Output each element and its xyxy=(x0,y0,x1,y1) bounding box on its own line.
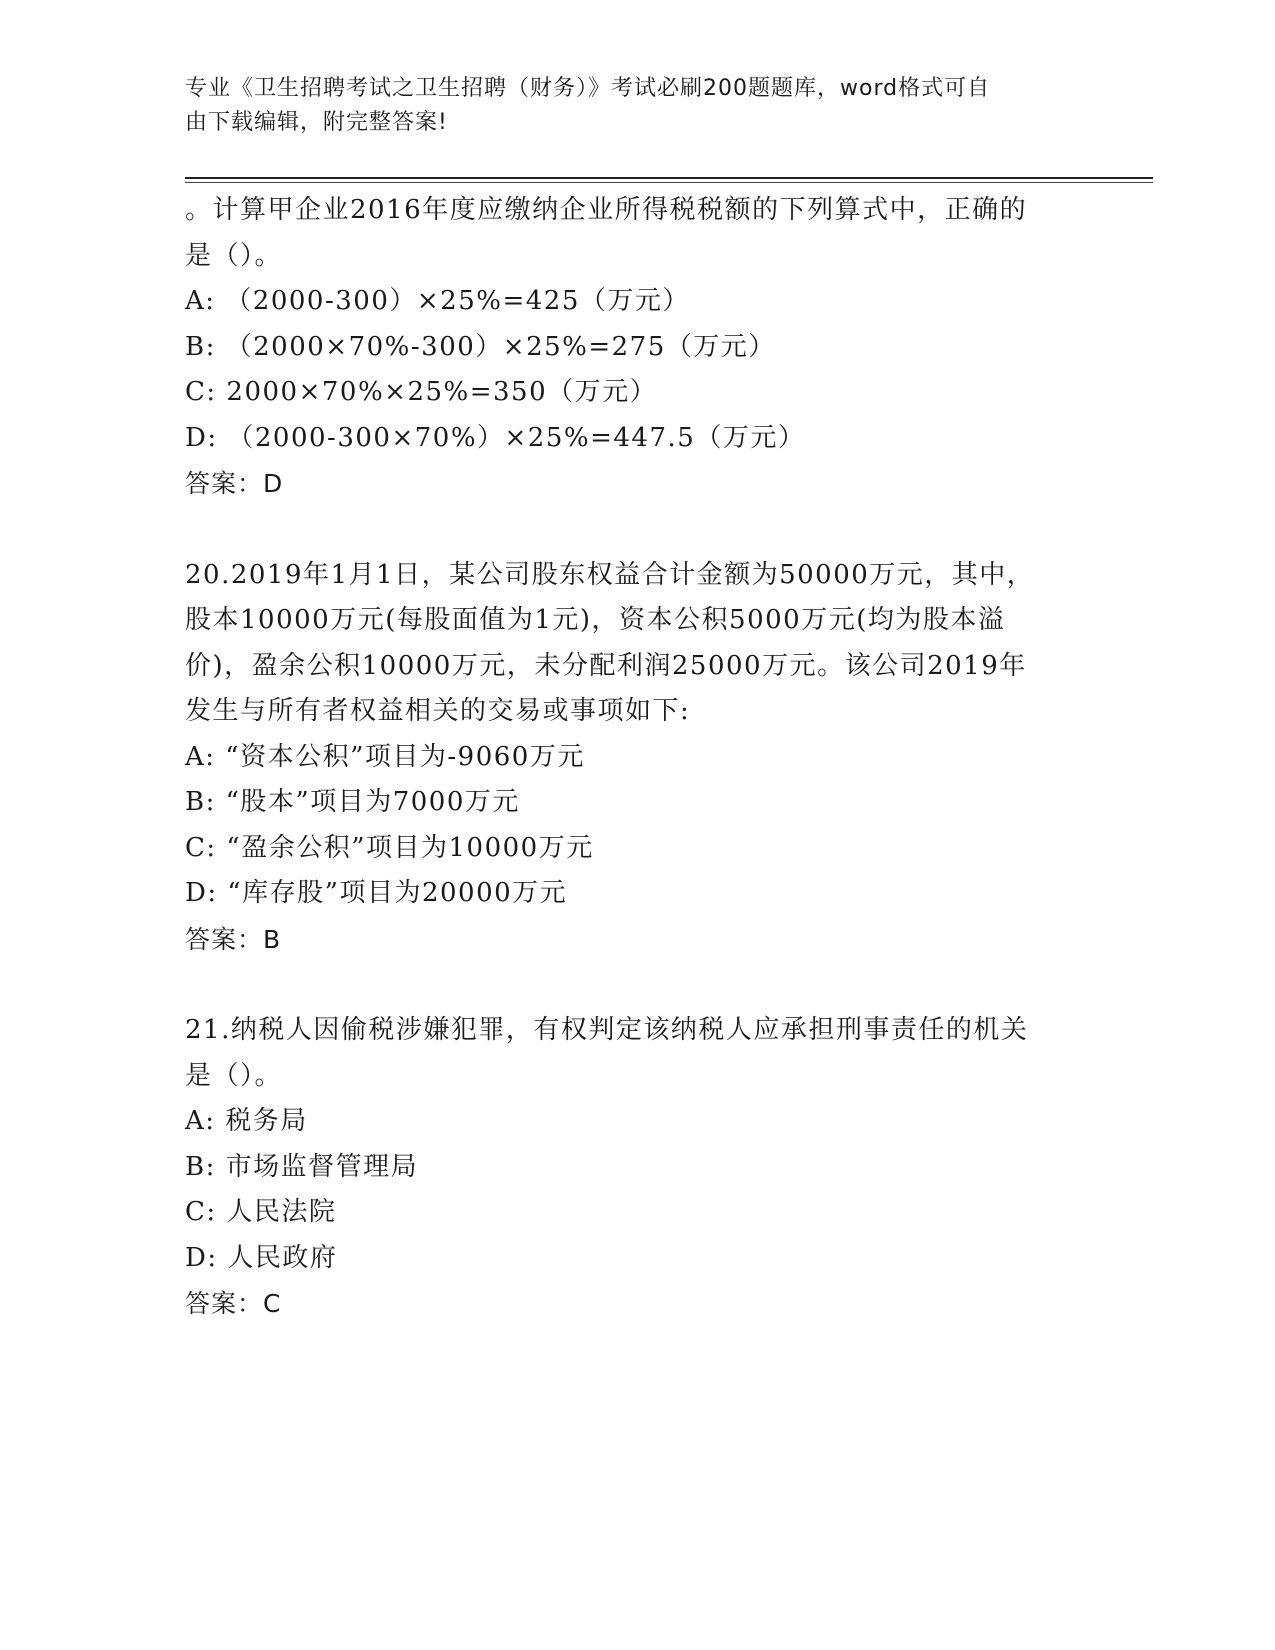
document-header xyxy=(185,72,1065,140)
option-b: B: “股本”项目为7000万元 xyxy=(185,787,520,817)
option-c: C: “盈余公积”项目为10000万元 xyxy=(185,832,594,863)
option-a: A: （2000-300）×25%=425（万元） xyxy=(185,286,690,316)
question-stem-line: 20.2019年1月1日，某公司股东权益合计金额为50000万元，其中， xyxy=(185,559,1035,590)
option-a: A: “资本公积”项目为-9060万元 xyxy=(185,741,585,772)
answer-line: 答案：C xyxy=(185,1289,282,1318)
question-19 xyxy=(185,188,1085,507)
document-body xyxy=(185,188,1085,1327)
option-a: A: 税务局 xyxy=(185,1106,308,1136)
header-divider-thin xyxy=(185,182,1153,183)
question-21 xyxy=(185,1008,1085,1327)
question-stem-line: 价)，盈余公积10000万元，未分配利润25000万元。该公司2019年 xyxy=(185,650,1027,681)
question-stem-line: 。计算甲企业2016年度应缴纳企业所得税税额的下列算式中，正确的 xyxy=(185,195,1028,225)
section-gap xyxy=(185,507,1085,553)
question-stem-line: 21.纳税人因偷税涉嫌犯罪，有权判定该纳税人应承担刑事责任的机关 xyxy=(185,1015,1029,1045)
option-c: C: 2000×70%×25%=350（万元） xyxy=(185,377,658,407)
question-stem-line: 发生与所有者权益相关的交易或事项如下: xyxy=(185,696,691,726)
question-20 xyxy=(185,553,1085,963)
option-d: D: 人民政府 xyxy=(185,1242,338,1273)
option-c: C: 人民法院 xyxy=(185,1197,337,1227)
option-d: D: “库存股”项目为20000万元 xyxy=(185,878,568,908)
header-line-1: 专业《卫生招聘考试之卫生招聘（财务）》考试必刷200题题库，word格式可自 xyxy=(185,76,991,101)
section-gap xyxy=(185,962,1085,1008)
question-stem-line: 是（）。 xyxy=(185,1060,283,1091)
header-line-2: 由下载编辑，附完整答案! xyxy=(185,110,448,135)
option-b: B: 市场监督管理局 xyxy=(185,1151,419,1182)
question-stem-line: 股本10000万元(每股面值为1元)，资本公积5000万元(均为股本溢 xyxy=(185,605,1006,635)
question-stem-line: 是（）。 xyxy=(185,240,283,271)
header-divider-thick xyxy=(185,177,1153,179)
option-b: B: （2000×70%-300）×25%=275（万元） xyxy=(185,331,776,362)
answer-line: 答案：D xyxy=(185,469,284,498)
answer-line: 答案：B xyxy=(185,924,282,954)
option-d: D: （2000-300×70%）×25%=447.5（万元） xyxy=(185,422,806,453)
